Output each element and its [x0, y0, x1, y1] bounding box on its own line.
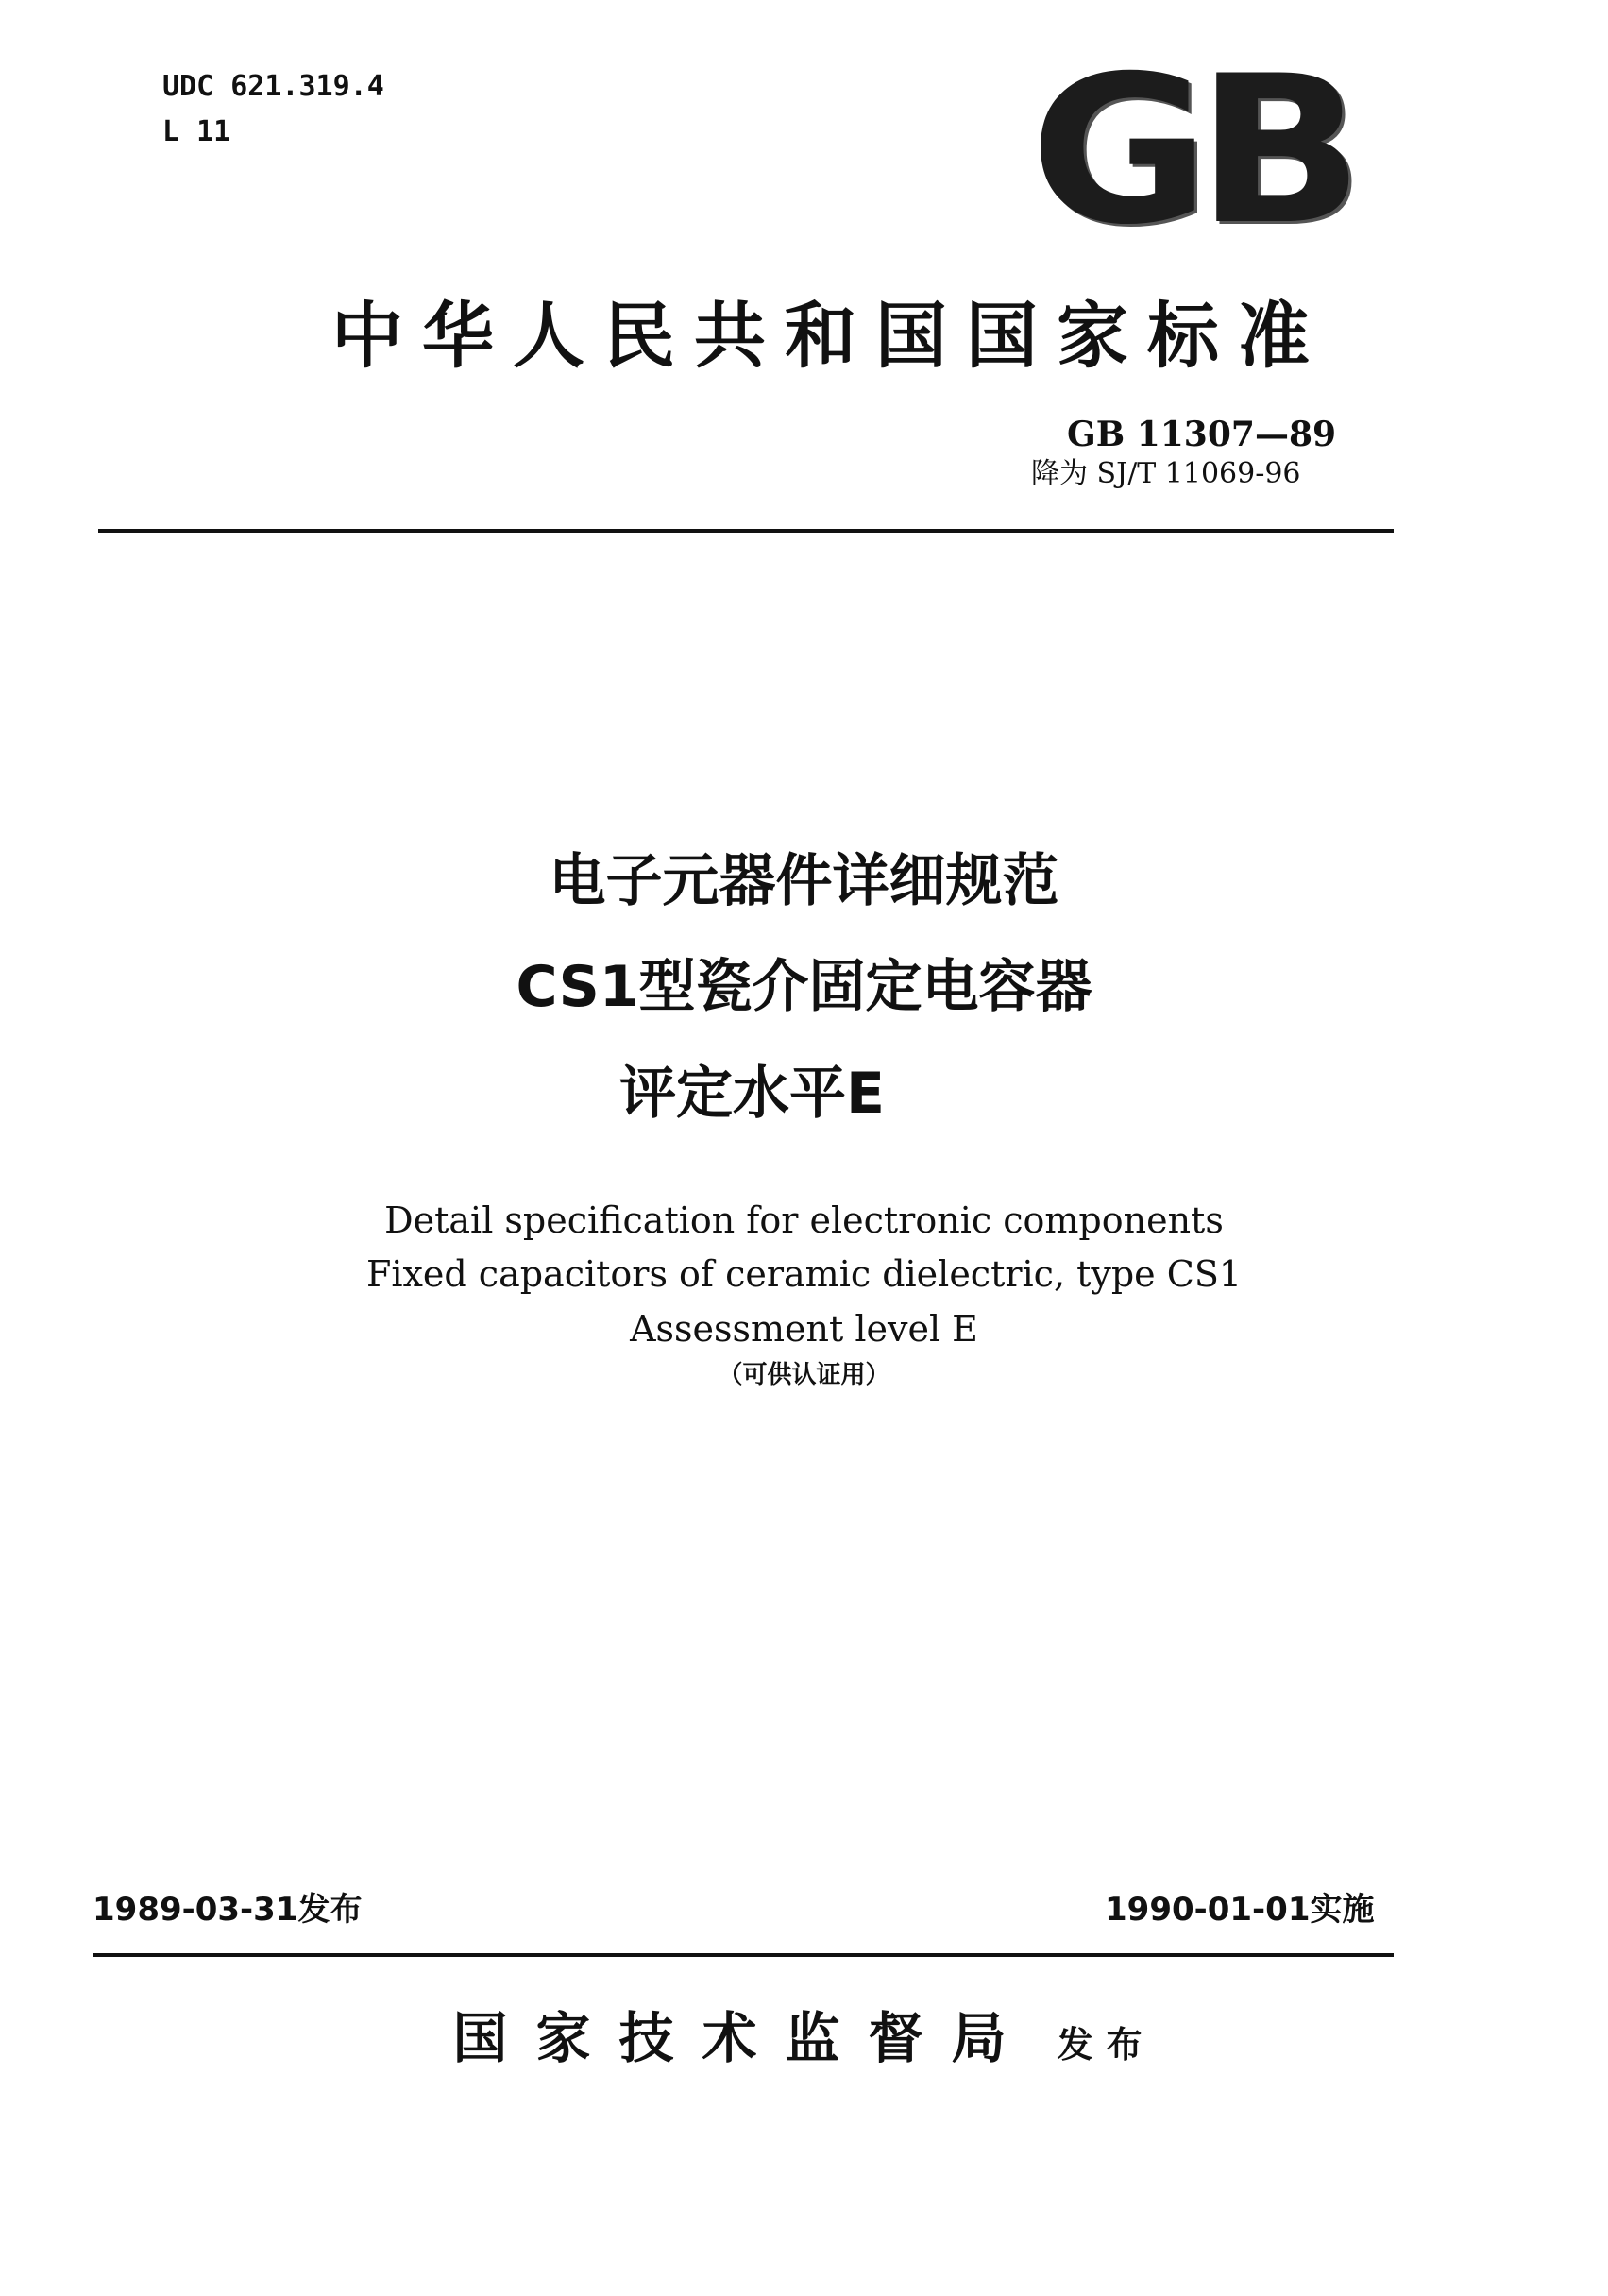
classification-code: L 11: [162, 115, 231, 148]
english-title-line-3: Assessment level E: [630, 1308, 978, 1350]
gb-logo: [1024, 32, 1355, 269]
replacement-note: 降为 SJ/T 11069-96: [1031, 457, 1301, 490]
chinese-title-line-1: 电子元器件详细规范: [549, 848, 1059, 914]
udc-number: UDC 621.319.4: [162, 70, 384, 103]
certification-note: （可供认证用）: [718, 1361, 890, 1389]
publisher-action: 发布: [1057, 2024, 1156, 2066]
udc-classification: [162, 64, 384, 155]
english-title-line-1: Detail specification for electronic components: [384, 1199, 1224, 1241]
national-standard-heading: [0, 291, 1608, 382]
effective-date: 1990-01-01实施: [1105, 1891, 1375, 1929]
publisher-name: 国家技术监督局: [452, 2006, 1035, 2070]
gb-logo-text: GB: [1029, 32, 1350, 269]
chinese-title-line-3: 评定水平E: [619, 1061, 885, 1127]
issue-date: 1989-03-31发布: [93, 1891, 363, 1929]
bottom-divider: [93, 1953, 1394, 1957]
chinese-title-line-2: CS1型瓷介固定电容器: [516, 954, 1092, 1020]
publisher: [0, 2000, 1608, 2083]
standard-number: GB 11307—89: [1067, 415, 1337, 454]
national-standard-text: 中华人民共和国国家标准: [331, 294, 1329, 378]
english-title-line-2: Fixed capacitors of ceramic dielectric, type CS1: [365, 1253, 1243, 1295]
top-divider: [98, 529, 1394, 533]
